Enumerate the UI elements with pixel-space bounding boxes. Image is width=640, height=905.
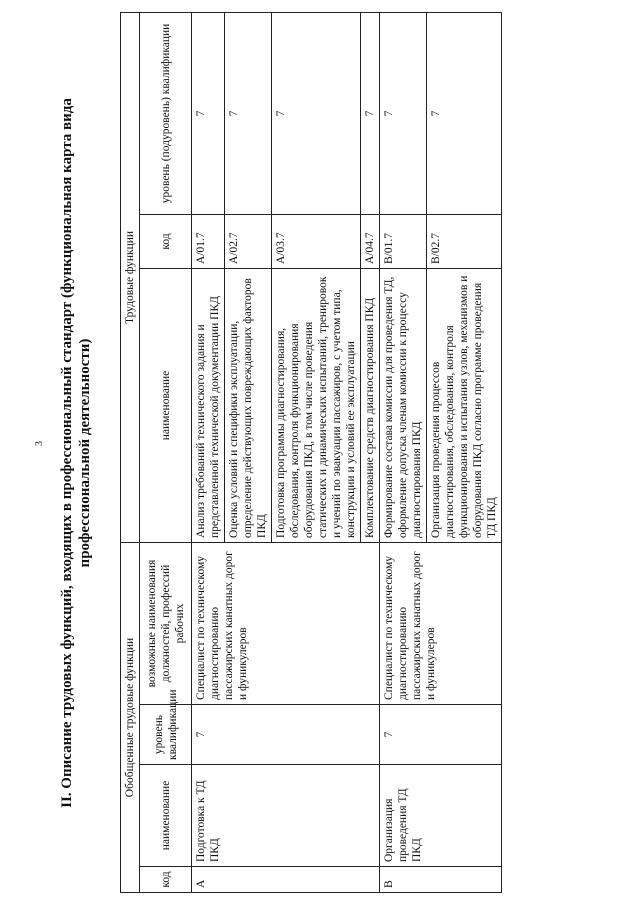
section-title	[58, 13, 94, 893]
function-level: 7	[272, 12, 361, 214]
col-positions: возможные наименования должностей, профессий рабочих	[140, 542, 192, 704]
title-line-2: профессиональной деятельности)	[77, 338, 93, 568]
function-name: Подготовка программы диагностирования, обследования, контроля функционирования оборудования ПКД, в том числе проведения статических и динамических испытаний, тренировок и учений по эвакуации пассажиров, с учетом типа, конструкции и условий ее эксплуатации	[272, 268, 361, 542]
table-row	[380, 12, 427, 892]
group-name: Подготовка к ТД ПКД	[192, 765, 380, 867]
group-positions: Специалист по техническому диагностированию пассажирских канатных дорог и фуникулеров	[192, 542, 380, 704]
group-level: 7	[380, 705, 502, 765]
function-code: А/01.7	[192, 214, 225, 268]
function-name: Формирование состава комиссии для проведения ТД, оформление допуска членам комиссии к процессу диагностирования ПКД	[380, 268, 427, 542]
function-code: В/01.7	[380, 214, 427, 268]
col-labor-code: код	[140, 214, 192, 268]
function-level: 7	[427, 12, 502, 214]
group-code: А	[192, 867, 380, 893]
page-number: 3	[34, 441, 45, 446]
function-code: В/02.7	[427, 214, 502, 268]
function-name: Организация проведения процессов диагностирования, обследования, контроля функционирования и испытания узлов, механизмов и оборудования ПКД согласно программе проведения ТД ПКД	[427, 268, 502, 542]
function-name: Комплектование средств диагностирования ПКД	[361, 268, 380, 542]
group-positions: Специалист по техническому диагностированию пассажирских канатных дорог и фуникулеров	[380, 542, 502, 704]
title-line-1: II. Описание трудовых функций, входящих в профессиональный стандарт (функциональная карта вида	[59, 98, 75, 808]
group-name: Организация проведения ТД ПКД	[380, 765, 502, 867]
function-code: А/04.7	[361, 214, 380, 268]
col-sublevel: уровень (подуровень) квалификации	[140, 12, 192, 214]
document-page	[58, 13, 618, 893]
function-name: Оценка условий и специфики эксплуатации, определение действующих повреждающих факторов ПКД	[225, 268, 272, 542]
generalized-header: Обобщенные трудовые функции	[121, 542, 140, 892]
col-name: наименование	[140, 765, 192, 867]
function-code: А/02.7	[225, 214, 272, 268]
function-level: 7	[192, 12, 225, 214]
group-code: В	[380, 867, 502, 893]
function-code: А/03.7	[272, 214, 361, 268]
function-name: Анализ требований технического задания и представленной технической документации ПКД	[192, 268, 225, 542]
table-row	[192, 12, 225, 892]
function-level: 7	[225, 12, 272, 214]
labor-header: Трудовые функции	[121, 12, 140, 542]
function-level: 7	[361, 12, 380, 214]
group-level: 7	[192, 705, 380, 765]
function-level: 7	[380, 12, 427, 214]
functions-table	[120, 12, 502, 893]
col-level: уровень квалификации	[140, 705, 192, 765]
col-code: код	[140, 867, 192, 893]
col-labor-name: наименование	[140, 268, 192, 542]
